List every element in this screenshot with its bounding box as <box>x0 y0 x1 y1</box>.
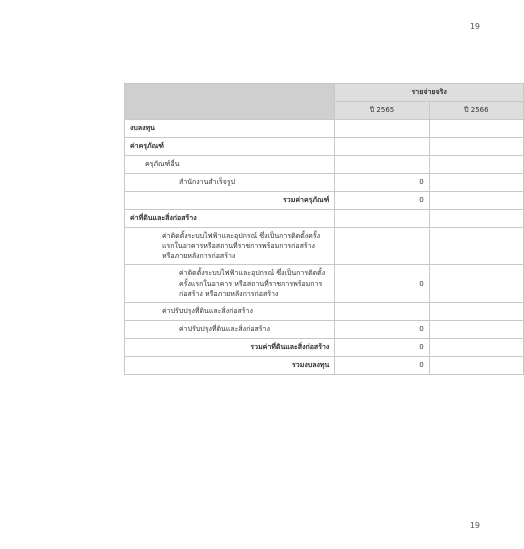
row-value-2565: 0 <box>335 174 429 192</box>
row-value-2565: 0 <box>335 356 429 374</box>
row-label-prefab-office: สำนักงานสำเร็จรูป <box>125 174 335 192</box>
row-value-2565 <box>335 120 429 138</box>
row-label-land-buildings-total: รวมค่าที่ดินและสิ่งก่อสร้าง <box>125 338 335 356</box>
table-row <box>125 156 524 174</box>
row-label-equipment: ค่าครุภัณฑ์ <box>125 138 335 156</box>
table-row <box>125 210 524 228</box>
header-actual-expense: รายจ่ายจริง <box>335 84 524 102</box>
table-row <box>125 174 524 192</box>
row-label-equipment-total: รวมค่าครุภัณฑ์ <box>125 192 335 210</box>
row-value-2566 <box>429 192 523 210</box>
row-label-land-improvement-item: ค่าปรับปรุงที่ดินและสิ่งก่อสร้าง <box>125 320 335 338</box>
row-value-2566 <box>429 228 523 265</box>
row-value-2565: 0 <box>335 320 429 338</box>
row-value-2566 <box>429 338 523 356</box>
row-value-2565 <box>335 210 429 228</box>
row-label-land-buildings: ค่าที่ดินและสิ่งก่อสร้าง <box>125 210 335 228</box>
row-value-2566 <box>429 265 523 302</box>
row-value-2565 <box>335 156 429 174</box>
table-row <box>125 338 524 356</box>
budget-table <box>124 83 524 375</box>
row-value-2566 <box>429 174 523 192</box>
table-row <box>125 320 524 338</box>
table-row <box>125 302 524 320</box>
row-label-other-equipment: ครุภัณฑ์อื่น <box>125 156 335 174</box>
table-row <box>125 138 524 156</box>
row-value-2566 <box>429 138 523 156</box>
row-value-2566 <box>429 320 523 338</box>
row-value-2565: 0 <box>335 338 429 356</box>
row-value-2566 <box>429 120 523 138</box>
row-label-investment-total: รวมงบลงทุน <box>125 356 335 374</box>
header-blank-cell <box>125 84 335 120</box>
row-value-2565: 0 <box>335 192 429 210</box>
row-value-2566 <box>429 302 523 320</box>
header-year-2566: ปี 2566 <box>429 102 523 120</box>
table-row <box>125 356 524 374</box>
header-year-2565: ปี 2565 <box>335 102 429 120</box>
row-value-2565 <box>335 138 429 156</box>
table-row <box>125 120 524 138</box>
row-value-2566 <box>429 156 523 174</box>
row-value-2565 <box>335 302 429 320</box>
row-value-2565 <box>335 228 429 265</box>
table-row <box>125 192 524 210</box>
page-number-top: 19 <box>469 22 480 31</box>
row-value-2566 <box>429 356 523 374</box>
table-row <box>125 228 524 265</box>
page-number-bottom: 19 <box>469 521 480 530</box>
row-label-electrical-installation-group: ค่าติดตั้งระบบไฟฟ้าและอุปกรณ์ ซึ่งเป็นการติดตั้งครั้งแรกในอาคารหรือสถานที่ราชการพร้อมการก่อสร้าง หรือภายหลังการก่อสร้าง <box>125 228 335 265</box>
row-value-2566 <box>429 210 523 228</box>
row-label-land-improvement-group: ค่าปรับปรุงที่ดินและสิ่งก่อสร้าง <box>125 302 335 320</box>
row-value-2565: 0 <box>335 265 429 302</box>
row-label-investment-budget: งบลงทุน <box>125 120 335 138</box>
table-header-row <box>125 84 524 102</box>
row-label-electrical-installation-item: ค่าติดตั้งระบบไฟฟ้าและอุปกรณ์ ซึ่งเป็นการติดตั้งครั้งแรกในอาคาร หรือสถานที่ราชการพร้อมการก่อสร้าง หรือภายหลังการก่อสร้าง <box>125 265 335 302</box>
table-row <box>125 265 524 302</box>
